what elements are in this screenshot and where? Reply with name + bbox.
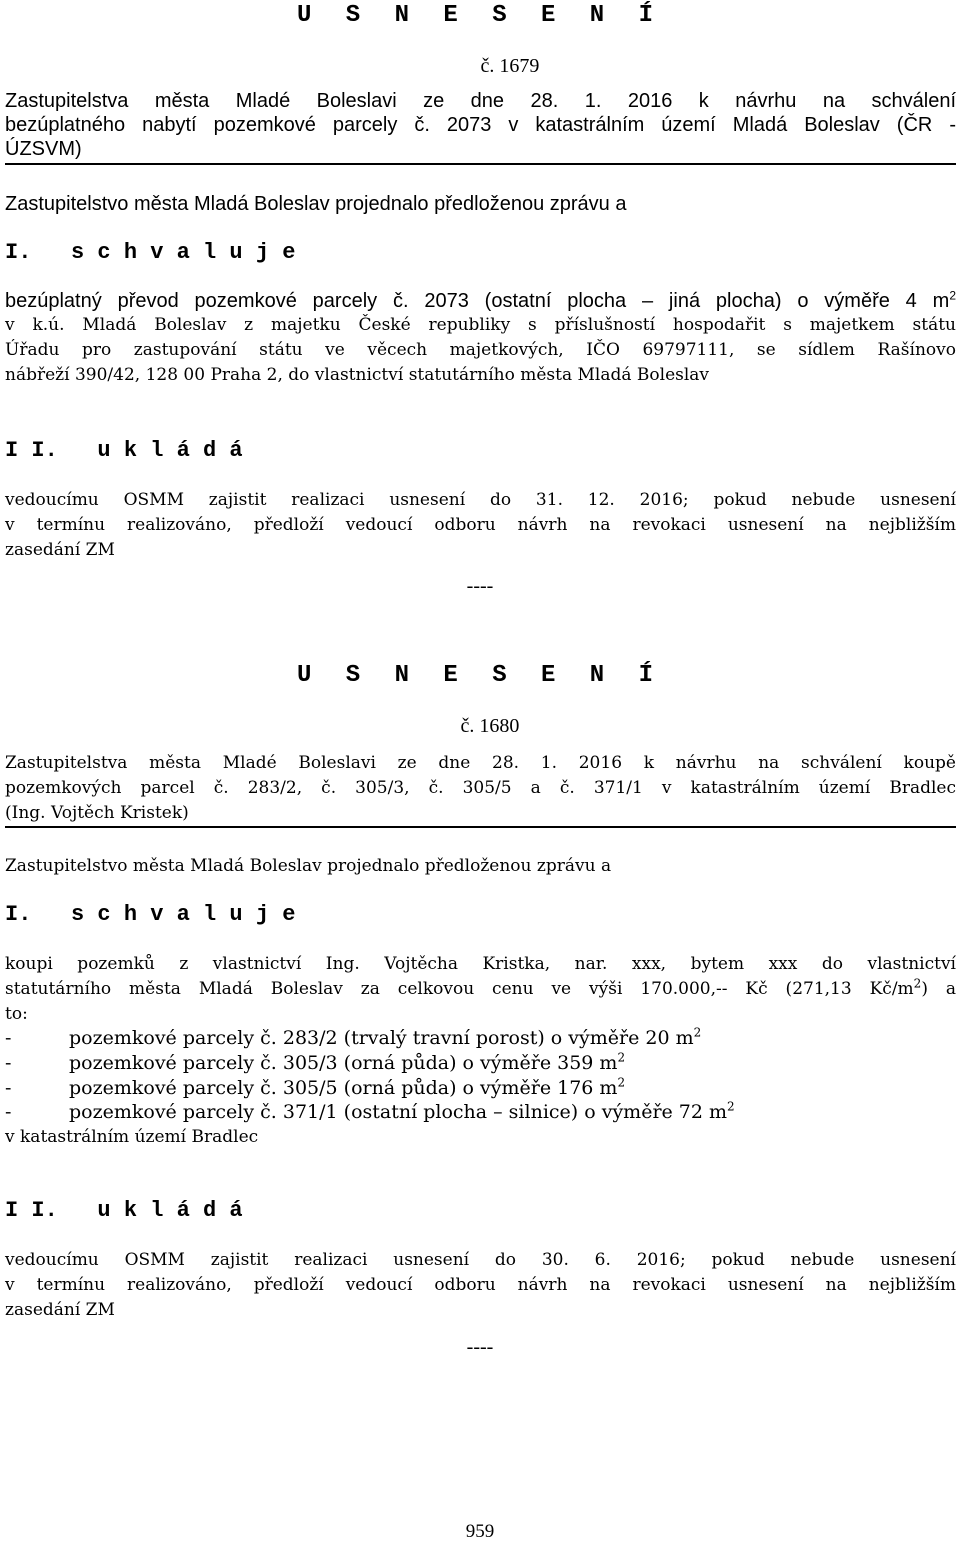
list-item: - pozemkové parcely č. 283/2 (trvalý travní porost) o výměře 20 $m^2$: [5, 1025, 702, 1049]
order-line: vedoucímu OSMM zajistit realizaci usnesení do 31. 12. 2016; pokud nebude usnesení: [5, 490, 956, 510]
separator: ----: [466, 575, 494, 597]
subject-line: Zastupitelstva města Mladé Boleslavi ze dne 28. 1. 2016 k návrhu na schválení: [5, 90, 956, 112]
approval-line: statutárního města Mladá Boleslav za celkovou cenu ve výši 170.000,-- Kč (271,13 $Kč/m^2$) a: [5, 976, 956, 999]
order-line: v termínu realizováno, předloží vedoucí odboru návrh na revokaci usnesení na nejbližším: [5, 515, 956, 535]
order-line: vedoucímu OSMM zajistit realizaci usnesení do 30. 6. 2016; pokud nebude usnesení: [5, 1250, 956, 1270]
approval-line: nábřeží 390/42, 128 00 Praha 2, do vlastnictví statutárního města Mladá Boleslav: [5, 365, 710, 385]
approval-line: Úřadu pro zastupování státu ve věcech majetkových, IČO 69797111, se sídlem Rašínovo: [5, 340, 956, 360]
subject-line: ÚZSVM): [5, 138, 82, 160]
order-line: zasedání ZM: [5, 1300, 115, 1320]
approval-line: koupi pozemků z vlastnictví Ing. Vojtěcha Kristka, nar. xxx, bytem xxx do vlastnictví: [5, 954, 956, 974]
intro-text: Zastupitelstvo města Mladá Boleslav projednalo předloženou zprávu a: [5, 193, 627, 215]
order-line: v termínu realizováno, předloží vedoucí odboru návrh na revokaci usnesení na nejbližším: [5, 1275, 956, 1295]
subject-underline: [5, 826, 956, 828]
closing-text: v katastrálním území Bradlec: [5, 1127, 259, 1147]
subject-line: pozemkových parcel č. 283/2, č. 305/3, č. 305/5 a č. 371/1 v katastrálním území Bradlec: [5, 778, 956, 798]
section-heading-orders: I I. u k l á d á: [5, 438, 243, 463]
list-item: - pozemkové parcely č. 371/1 (ostatní plocha – silnice) o výměře 72 $m^2$: [5, 1099, 735, 1123]
resolution-title: U S N E S E N Í: [296, 2, 664, 29]
subject-line: bezúplatného nabytí pozemkové parcely č. 2073 v katastrálním území Mladá Boleslav (ČR -: [5, 114, 956, 136]
resolution-number: č. 1680: [460, 715, 520, 737]
order-line: zasedání ZM: [5, 540, 115, 560]
section-heading-approves: I. s c h v a l u j e: [5, 902, 296, 927]
resolution-title: U S N E S E N Í: [296, 662, 664, 689]
subject-underline: [5, 163, 956, 165]
subject-line: (Ing. Vojtěch Kristek): [5, 803, 189, 823]
section-heading-approves: I. s c h v a l u j e: [5, 240, 296, 265]
list-item: - pozemkové parcely č. 305/5 (orná půda) o výměře 176 $m^2$: [5, 1075, 626, 1099]
approval-line: bezúplatný převod pozemkové parcely č. 2073 (ostatní plocha – jiná plocha) o výměře 4 $m^2$: [5, 288, 956, 312]
list-item: - pozemkové parcely č. 305/3 (orná půda) o výměře 359 $m^2$: [5, 1050, 626, 1074]
separator: ----: [466, 1336, 494, 1358]
approval-line: to:: [5, 1004, 28, 1024]
resolution-number: č. 1679: [480, 55, 540, 77]
section-heading-orders: I I. u k l á d á: [5, 1198, 243, 1223]
page-number: 959: [465, 1521, 495, 1542]
intro-text: Zastupitelstvo města Mladá Boleslav projednalo předloženou zprávu a: [5, 856, 612, 876]
approval-line: v k.ú. Mladá Boleslav z majetku České republiky s příslušností hospodařit s majetkem státu: [5, 315, 956, 335]
subject-line: Zastupitelstva města Mladé Boleslavi ze dne 28. 1. 2016 k návrhu na schválení koupě: [5, 753, 956, 773]
